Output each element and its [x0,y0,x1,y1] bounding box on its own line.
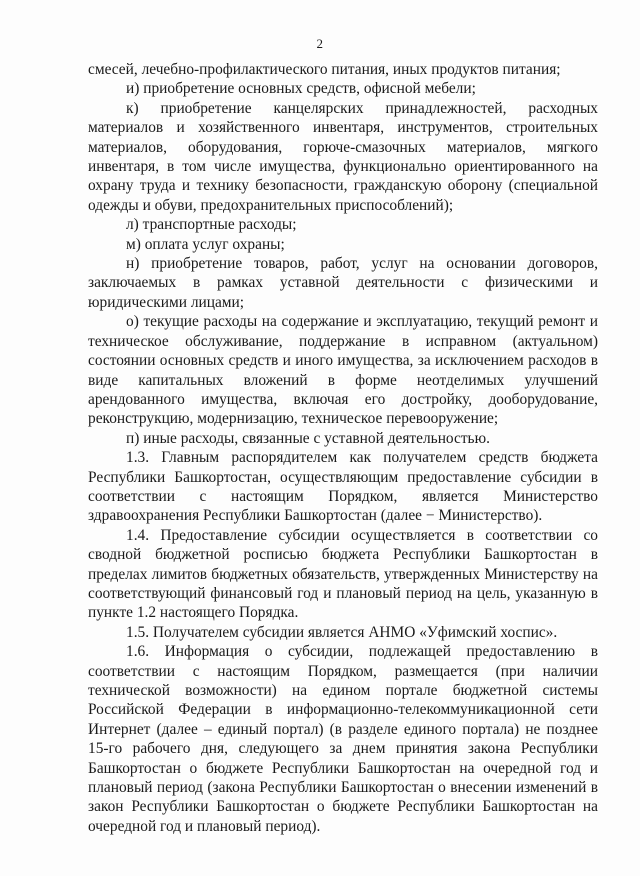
paragraph-item-i: и) приобретение основных средств, офисной мебели; [126,80,476,98]
document-body [88,60,598,836]
paragraph-item-k: к) приобретение канцелярских принадлежностей, расходных материалов и хозяйственного инвентаря, инструментов, строительных материалов, оборудования, горюче-смазочных материалов, мягкого инвентаря, в том числе имущества, функционально ориентированного на охрану труда и технику безопасности, гражданскую оборону (специальной одежды и обуви, предохранительных приспособлений); [88,99,598,214]
paragraph-section-1-3: 1.3. Главным распорядителем как получателем средств бюджета Республики Башкортостан, осуществляющим предоставление субсидии в соответствии с настоящим Порядком, является Министерство здравоохранения Республики Башкортостан (далее − Министерство). [88,449,598,525]
paragraph-item-p: п) иные расходы, связанные с уставной деятельностью. [126,429,490,447]
paragraph-section-1-6: 1.6. Информация о субсидии, подлежащей предоставлению в соответствии с настоящим Порядком, размещается (при наличии технической возможности) на едином портале бюджетной системы Российской Федерации в информационно-телекоммуникационной сети Интернет (далее – единый портал) (в разделе единого портала) не позднее 15-го рабочего дня, следующего за днем принятия закона Республики Башкортостан о бюджете Республики Башкортостан на очередной год и плановый период (закона Республики Башкортостан о внесении изменений в закон Республики Башкортостан о бюджете Республики Башкортостан на очередной год и плановый период). [88,643,598,835]
paragraph-item-m: м) оплата услуг охраны; [126,235,285,253]
paragraph-item-o: о) текущие расходы на содержание и эксплуатацию, текущий ремонт и техническое обслуживание, поддержание в исправном (актуальном) состоянии основных средств и иного имущества, за исключением расходов в виде капитальных вложений в форме неотделимых улучшений арендованного имущества, включая его достройку, дооборудование, реконструкцию, модернизацию, техническое перевооружение; [88,313,598,428]
paragraph-section-1-4: 1.4. Предоставление субсидии осуществляется в соответствии со сводной бюджетной росписью бюджета Республики Башкортостан в пределах лимитов бюджетных обязательств, утвержденных Министерству на соответствующий финансовый год и плановый период на цель, указанную в пункте 1.2 настоящего Порядка. [88,526,598,622]
paragraph-item-l: л) транспортные расходы; [126,216,297,234]
paragraph-continuation: смесей, лечебно-профилактического питания, иных продуктов питания; [88,61,561,78]
paragraph-section-1-5: 1.5. Получателем субсидии является АНМО «Уфимский хоспис». [126,623,558,641]
paragraph-item-n: н) приобретение товаров, работ, услуг на основании договоров, заключаемых в рамках уставной деятельности с физическими и юридическими лицами; [88,255,598,311]
page-number: 2 [316,36,324,51]
